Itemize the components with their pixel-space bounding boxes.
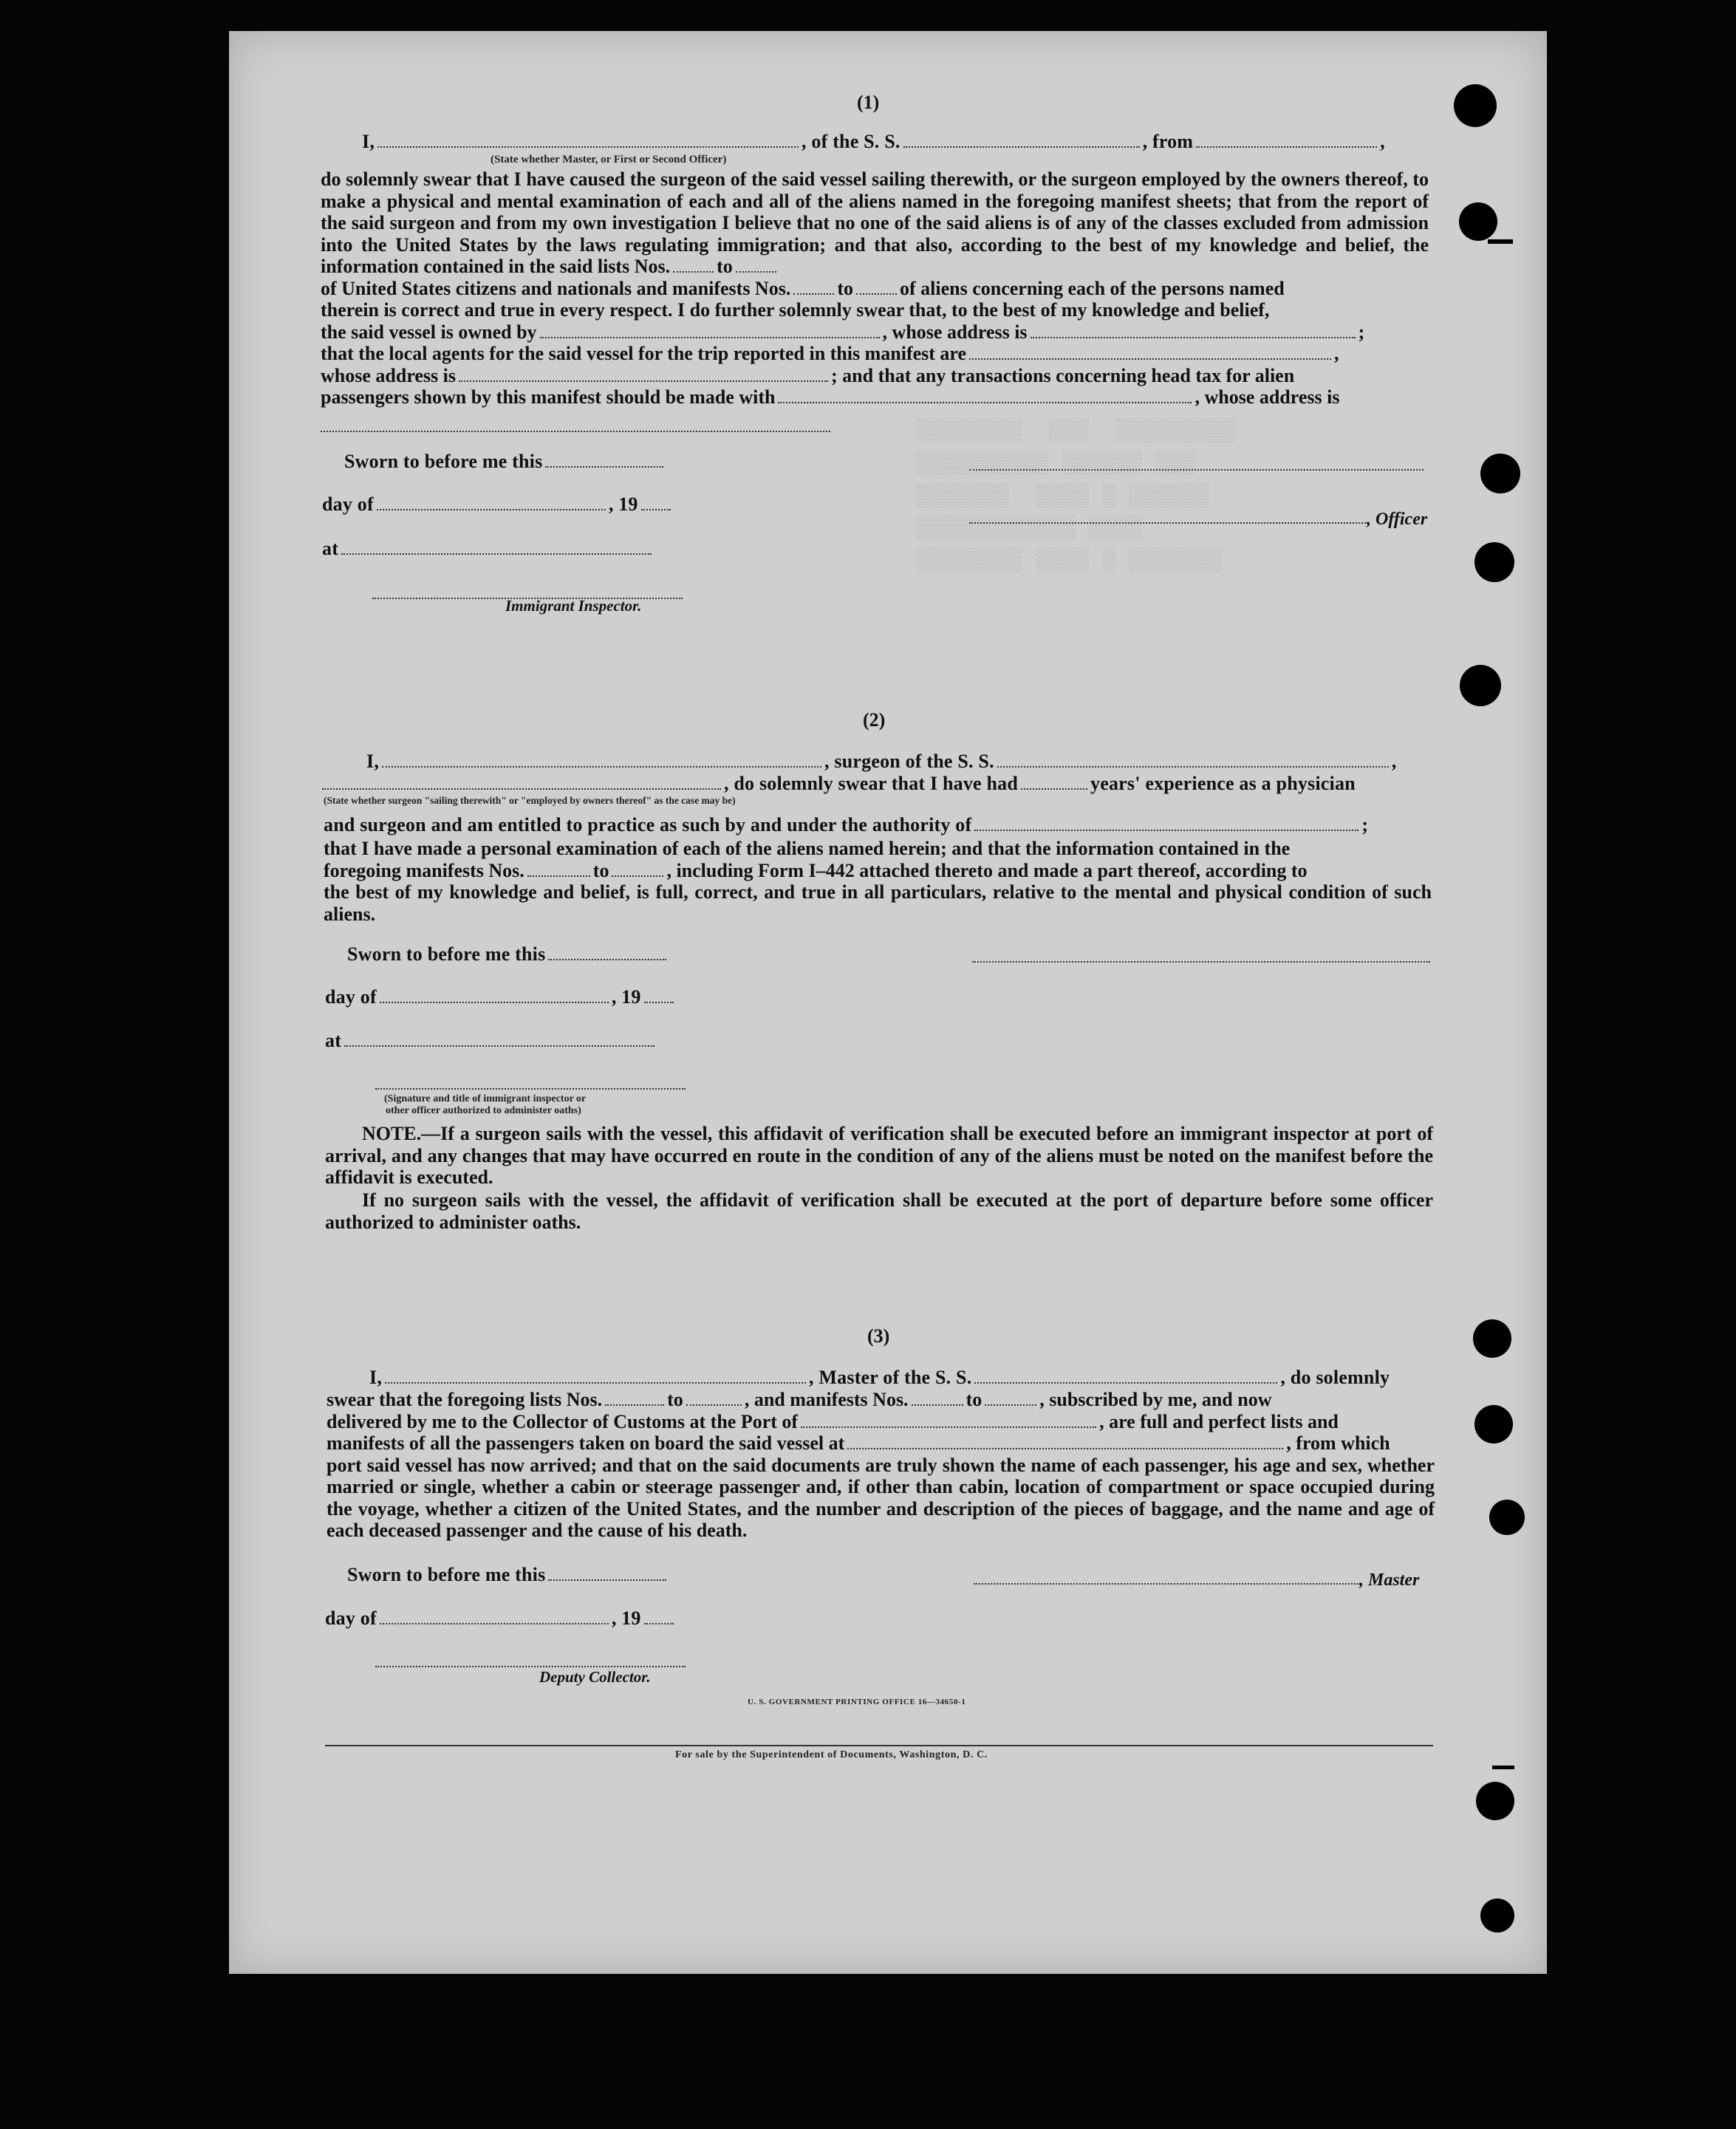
section-1-i: I, xyxy=(362,131,375,152)
month-blank-1[interactable] xyxy=(377,508,606,510)
day-of-text: day of xyxy=(325,1607,377,1629)
manifests-of-all-text: manifests of all the passengers taken on board the said vessel at xyxy=(327,1432,845,1454)
tear-mark xyxy=(1488,239,1513,244)
manifests-to-blank-3[interactable] xyxy=(985,1404,1036,1406)
section-3-day-line xyxy=(325,1607,677,1630)
sworn-text: Sworn to before me this xyxy=(347,943,546,965)
officer-title-line[interactable] xyxy=(969,522,1368,524)
year-blank-2[interactable] xyxy=(644,1001,674,1003)
punch-hole xyxy=(1474,542,1514,582)
including-text: , including Form I–442 attached thereto and made a part thereof, according to xyxy=(666,859,1308,881)
surgeon-status-blank[interactable] xyxy=(322,787,721,790)
section-1-day-line xyxy=(322,493,674,516)
head-tax-text: ; and that any transactions concerning head tax for alien xyxy=(831,364,1295,386)
subscribed-text: , subscribed by me, and now xyxy=(1039,1389,1272,1410)
therein-text: therein is correct and true in every respect. I do further solemnly swear that, to the best of my knowledge and belief, xyxy=(321,299,1270,321)
agents-address-blank[interactable] xyxy=(459,380,828,382)
surgeon-signature-line[interactable] xyxy=(972,960,1430,963)
manifests-from-blank[interactable] xyxy=(793,293,834,295)
comma: , xyxy=(1391,751,1397,772)
punch-hole xyxy=(1474,1405,1513,1443)
master-name-blank[interactable] xyxy=(385,1381,806,1384)
note-paragraph-2 xyxy=(325,1189,1433,1233)
local-agents-blank[interactable] xyxy=(969,358,1331,360)
section-1-from: , from xyxy=(1142,131,1194,152)
punch-hole xyxy=(1489,1500,1525,1535)
section-3-i: I, xyxy=(369,1367,383,1388)
are-full-text: , are full and perfect lists and xyxy=(1099,1410,1339,1432)
day-of-text: day of xyxy=(325,986,377,1008)
manifests-from-blank-3[interactable] xyxy=(912,1404,963,1406)
manifests-from-blank-2[interactable] xyxy=(527,875,590,877)
owner-address-blank[interactable] xyxy=(1031,336,1356,338)
and-manifests-text: , and manifests Nos. xyxy=(744,1389,909,1410)
surgeon-name-blank[interactable] xyxy=(382,765,821,768)
to-word: to xyxy=(592,859,609,881)
sworn-day-blank-1[interactable] xyxy=(545,465,663,468)
and-surgeon-text: and surgeon and am entitled to practice as such by and under the authority of xyxy=(324,814,972,835)
section-2-text-a: that I have made a personal examination of each of the aliens named herein; and that the information contained in the xyxy=(324,838,1291,859)
section-1-at-line xyxy=(322,538,655,560)
authorized-officer-signature-line[interactable] xyxy=(375,1087,686,1090)
delivered-text: delivered by me to the Collector of Customs at the Port of xyxy=(327,1410,799,1432)
section-3-sworn-line xyxy=(347,1564,669,1586)
section-3-text: port said vessel has now arrived; and that on the said documents are truly shown the name of each passenger, his age and sex, whether married or single, whether a cabin or steerage passenger and, if other than cabin, location of compartment or space occupied during the voyage, whether a citizen of the United States, and the number and description of the pieces of baggage, and the name and age of each deceased passenger and the cause of his death. xyxy=(327,1454,1435,1541)
month-blank-2[interactable] xyxy=(380,1001,609,1003)
at-place-blank-1[interactable] xyxy=(341,553,652,555)
section-3-paragraph xyxy=(327,1389,1435,1542)
at-text: at xyxy=(322,538,339,559)
master-label: , Master xyxy=(1359,1571,1420,1590)
comma: , xyxy=(1334,343,1339,364)
deputy-collector-signature-line[interactable] xyxy=(375,1665,686,1667)
to-word: to xyxy=(837,277,853,299)
owned-by-text: the said vessel is owned by xyxy=(321,321,537,343)
section-3-line-1 xyxy=(369,1367,1390,1389)
sworn-day-blank-3[interactable] xyxy=(548,1579,666,1581)
year-text: , 19 xyxy=(608,493,638,515)
month-blank-3[interactable] xyxy=(380,1622,609,1624)
inspector-label: Immigrant Inspector. xyxy=(505,597,642,615)
sworn-text: Sworn to before me this xyxy=(344,451,543,472)
passengers-shown-text: passengers shown by this manifest should be made with xyxy=(321,386,776,408)
from-port-blank-1[interactable] xyxy=(1196,146,1377,148)
section-1-line-1 xyxy=(362,131,1385,153)
owner-blank[interactable] xyxy=(540,336,880,338)
surgeon-of-text: , surgeon of the S. S. xyxy=(824,751,994,772)
vessel-name-blank-3[interactable] xyxy=(974,1381,1277,1384)
to-word: to xyxy=(717,256,733,277)
year-text: , 19 xyxy=(611,1607,641,1629)
at-text: at xyxy=(325,1030,342,1051)
of-aliens-text: of aliens concerning each of the persons named xyxy=(900,277,1285,299)
whose-address-text: , whose address is xyxy=(882,321,1028,343)
vessel-name-blank-2[interactable] xyxy=(997,765,1389,768)
punch-hole xyxy=(1454,84,1497,127)
tear-mark xyxy=(1492,1766,1514,1769)
whose-address-is-text-2: , whose address is xyxy=(1195,386,1340,408)
printing-office-imprint: U. S. GOVERNMENT PRINTING OFFICE 16—34650-1 xyxy=(748,1698,966,1706)
manifests-to-blank[interactable] xyxy=(856,293,897,295)
note-1-text: NOTE.—If a surgeon sails with the vessel, this affidavit of verification shall be executed before an immigrant inspector at port of arrival, and any changes that may have occurred en route in the condition of any of the aliens must be noted on the manifest before the affidavit is executed. xyxy=(325,1123,1433,1188)
do-solemnly-text: , do solemnly xyxy=(1280,1367,1390,1388)
to-word: to xyxy=(966,1389,983,1410)
lists-to-blank[interactable] xyxy=(736,270,776,273)
year-blank-3[interactable] xyxy=(644,1622,674,1624)
section-2-number: (2) xyxy=(863,709,886,731)
sworn-text: Sworn to before me this xyxy=(347,1564,546,1585)
foregoing-text: foregoing manifests Nos. xyxy=(324,859,524,881)
year-blank-1[interactable] xyxy=(641,508,671,510)
section-1-number: (1) xyxy=(857,92,880,113)
years-blank[interactable] xyxy=(1021,787,1087,790)
whose-address-is-text: whose address is xyxy=(321,364,457,386)
do-solemnly-text: , do solemnly swear that I have had xyxy=(724,773,1019,794)
head-tax-party-blank[interactable] xyxy=(778,401,1192,403)
vessel-name-blank-1[interactable] xyxy=(903,146,1140,148)
semicolon: ; xyxy=(1358,321,1365,343)
punch-hole xyxy=(1460,665,1501,706)
section-3-number: (3) xyxy=(867,1325,890,1347)
footer-rule xyxy=(325,1745,1433,1746)
lists-from-blank[interactable] xyxy=(673,270,714,273)
day-of-text: day of xyxy=(322,493,374,515)
section-2-line-2 xyxy=(322,773,1356,795)
embark-port-blank[interactable] xyxy=(847,1447,1283,1449)
master-of-text: , Master of the S. S. xyxy=(809,1367,972,1388)
for-sale-text: For sale by the Superintendent of Documents, Washington, D. C. xyxy=(675,1749,988,1760)
sig-caption-1: (Signature and title of immigrant inspector or xyxy=(384,1093,587,1104)
section-2-day-line xyxy=(325,986,677,1008)
comma: , xyxy=(1380,131,1385,152)
punch-hole xyxy=(1476,1782,1514,1820)
year-text: , 19 xyxy=(611,986,641,1008)
head-tax-address-blank[interactable] xyxy=(321,430,830,432)
master-officer-blank[interactable] xyxy=(377,146,799,148)
deputy-collector-label: Deputy Collector. xyxy=(539,1668,651,1686)
master-signature-line[interactable] xyxy=(974,1582,1361,1585)
authority-blank[interactable] xyxy=(974,829,1359,831)
semicolon: ; xyxy=(1361,814,1369,835)
section-2-caption: (State whether surgeon "sailing therewith" or "employed by owners thereof" as the case may be) xyxy=(324,795,736,806)
sig-caption-2: other officer authorized to administer oaths) xyxy=(386,1105,581,1116)
from-which-text: , from which xyxy=(1286,1432,1390,1454)
section-1-main-text: do solemnly swear that I have caused the surgeon of the said vessel sailing therewith, or the surgeon employed by the owners thereof, to make a physical and mental examination of each and all of the aliens named in the foregoing manifest sheets; that from the report of the said surgeon and from my own investigation I believe that no one of the said aliens is of any of the classes excluded from admission into the United States by the laws regulating immigration; and that also, according to the best of my knowledge and belief, the information contained in the said lists Nos. xyxy=(321,168,1429,277)
section-2-paragraph xyxy=(324,838,1432,925)
punch-hole xyxy=(1473,1319,1511,1358)
section-1-caption: (State whether Master, or First or Second Officer) xyxy=(491,154,727,165)
swear-lists-text: swear that the foregoing lists Nos. xyxy=(327,1389,603,1410)
bleed-through-texture: ▒▒▒▒▒▒▒▒ ▒▒▒ ▒▒▒▒▒▒▒▒▒ ▒▒▒▒▒▒▒▒▒▒ ▒▒▒▒▒▒ ▒▒▒ ▒▒▒▒▒▒▒ ▒▒▒▒ ▒ ▒▒▒▒▒▒ ▒▒▒▒▒▒▒▒▒▒▒▒ ▒▒▒▒ ▒▒▒▒▒▒▒▒ ▒▒▒▒ ▒ ▒▒▒▒▒▒▒ xyxy=(916,419,1236,574)
officer-label: , Officer xyxy=(1367,510,1428,529)
section-2-sworn-line xyxy=(347,943,669,966)
port-blank[interactable] xyxy=(801,1426,1096,1428)
local-agents-text: that the local agents for the said vessel for the trip reported in this manifest are xyxy=(321,343,967,364)
punch-hole xyxy=(1480,454,1520,493)
note-paragraph-1 xyxy=(325,1123,1433,1189)
lists-from-blank-3[interactable] xyxy=(605,1404,664,1406)
section-1-of-ss: , of the S. S. xyxy=(802,131,901,152)
section-2-line-1 xyxy=(366,751,1397,773)
sworn-day-blank-2[interactable] xyxy=(548,958,666,960)
section-2-i: I, xyxy=(366,751,380,772)
to-word: to xyxy=(667,1389,683,1410)
officer-signature-line[interactable] xyxy=(969,468,1424,471)
section-1-sworn-line xyxy=(344,451,666,473)
section-2-text-b: the best of my knowledge and belief, is full, correct, and true in all particulars, relative to the mental and physical condition of such aliens. xyxy=(324,881,1432,925)
us-citizens-text: of United States citizens and nationals and manifests Nos. xyxy=(321,277,791,299)
section-1-paragraph xyxy=(321,168,1429,409)
punch-hole xyxy=(1459,202,1497,241)
note-2-text: If no surgeon sails with the vessel, the affidavit of verification shall be executed at the port of departure before some officer authorized to administer oaths. xyxy=(325,1189,1433,1233)
document-page xyxy=(229,31,1547,1974)
at-place-blank-2[interactable] xyxy=(344,1045,655,1047)
manifests-to-blank-2[interactable] xyxy=(612,875,663,877)
lists-to-blank-3[interactable] xyxy=(686,1404,742,1406)
section-2-authority-line xyxy=(324,814,1368,836)
years-experience-text: years' experience as a physician xyxy=(1090,773,1356,794)
punch-hole xyxy=(1480,1899,1514,1932)
section-2-at-line xyxy=(325,1030,657,1052)
